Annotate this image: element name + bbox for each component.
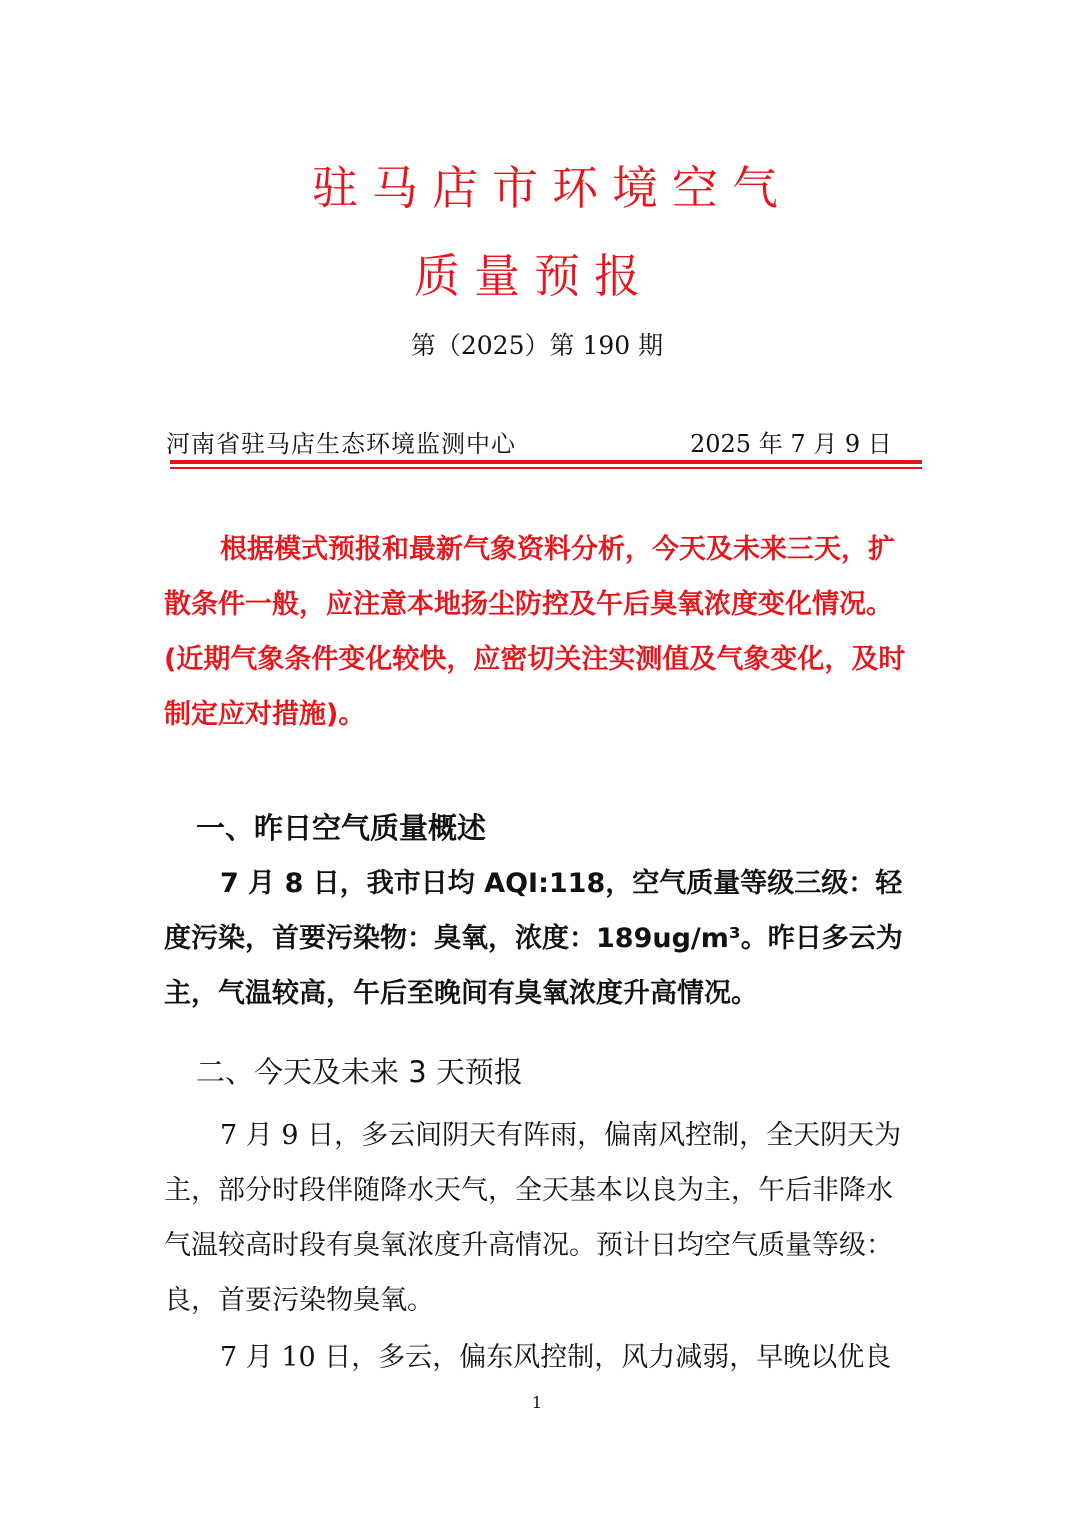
page-number: 1 <box>531 1393 543 1412</box>
report-title-line2: 质量预报 <box>414 249 654 303</box>
issuing-organization: 河南省驻马店生态环境监测中心 <box>166 430 516 458</box>
section1-heading: 一、昨日空气质量概述 <box>196 811 487 845</box>
section2-heading: 二、今天及未来 3 天预报 <box>196 1055 523 1089</box>
header-divider-thick <box>170 460 922 464</box>
header-divider-thin <box>170 467 922 469</box>
section2-paragraph-2: 7 月 10 日，多云，偏东风控制，风力减弱，早晚以优良 <box>220 1342 892 1373</box>
section1-body: 7 月 8 日，我市日均 AQI:118，空气质量等级三级：轻度污染，首要污染物：臭氧，浓度：189ug/m³。昨日多云为主，气温较高，午后至晚间有臭氧浓度升高情况。 <box>164 868 903 1009</box>
issue-number: 第（2025）第 190 期 <box>410 331 664 360</box>
issue-date: 2025 年 7 月 9 日 <box>690 430 892 458</box>
section2-paragraph-1: 7 月 9 日，多云间阴天有阵雨，偏南风控制，全天阴天为主，部分时段伴随降水天气，全天基本以良为主，午后非降水气温较高时段有臭氧浓度升高情况。预计日均空气质量等级：良，首要污染物臭氧。 <box>164 1120 902 1316</box>
forecast-summary: 根据模式预报和最新气象资料分析，今天及未来三天，扩散条件一般，应注意本地扬尘防控及午后臭氧浓度变化情况。(近期气象条件变化较快，应密切关注实测值及气象变化，及时制定应对措施)。 <box>164 534 906 730</box>
report-title-line1: 驻马店市环境空气 <box>312 161 792 215</box>
